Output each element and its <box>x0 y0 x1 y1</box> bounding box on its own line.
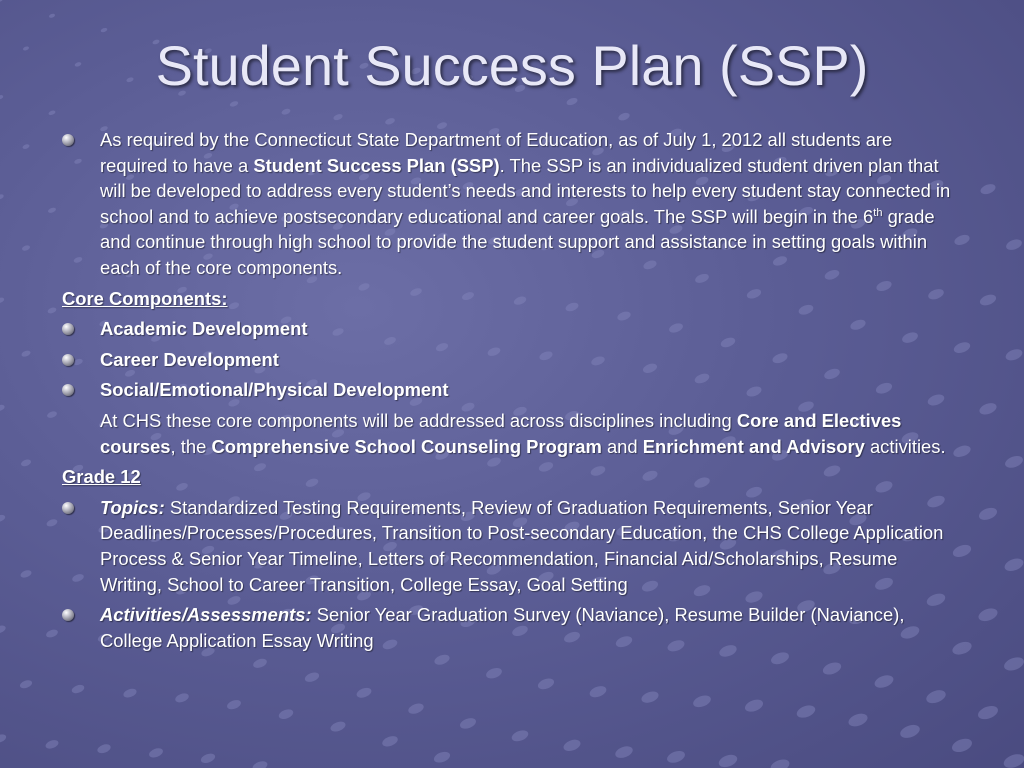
activities-item: Activities/Assessments: Senior Year Graduation Survey (Naviance), Resume Builder (Naviance), College Application Essay Writing <box>62 602 962 653</box>
slide-title: Student Success Plan (SSP) <box>155 34 869 97</box>
grade-12-heading: Grade 12 <box>62 466 141 488</box>
core-note: At CHS these core components will be addressed across disciplines including Core and Electives courses, the Comprehensive School Counseling Program and Enrichment and Advisory activities. <box>100 409 946 457</box>
bullet-icon <box>62 134 74 146</box>
bullet-icon <box>62 502 74 514</box>
intro-paragraph: As required by the Connecticut State Department of Education, as of July 1, 2012 all students are required to have a Student Success Plan (SSP). The SSP is an individualized student driven plan that will be developed to address every student’s needs and interests to help every student stay connected in school and to achieve postsecondary educational and career goals. The SSP will begin in the 6th grade and continue through high school to provide the student support and assistance in setting goals within each of the core components. <box>62 127 962 281</box>
core-item-social: Social/Emotional/Physical Development <box>62 377 962 403</box>
core-item-career: Career Development <box>62 347 962 373</box>
core-item-academic: Academic Development <box>62 316 962 342</box>
slide-content <box>62 127 962 653</box>
core-components-heading: Core Components: <box>62 287 228 309</box>
topics-item: Topics: Standardized Testing Requirements, Review of Graduation Requirements, Senior Year Deadlines/Processes/Procedures, Transition to Post-secondary Education, the CHS College Application Process & Senior Year Timeline, Letters of Recommendation, Financial Aid/Scholarships, Resume Writing, School to Career Transition, College Essay, Goal Setting <box>62 495 962 597</box>
bullet-icon <box>62 384 74 396</box>
bullet-icon <box>62 354 74 366</box>
bullet-icon <box>62 609 74 621</box>
bullet-icon <box>62 323 74 335</box>
